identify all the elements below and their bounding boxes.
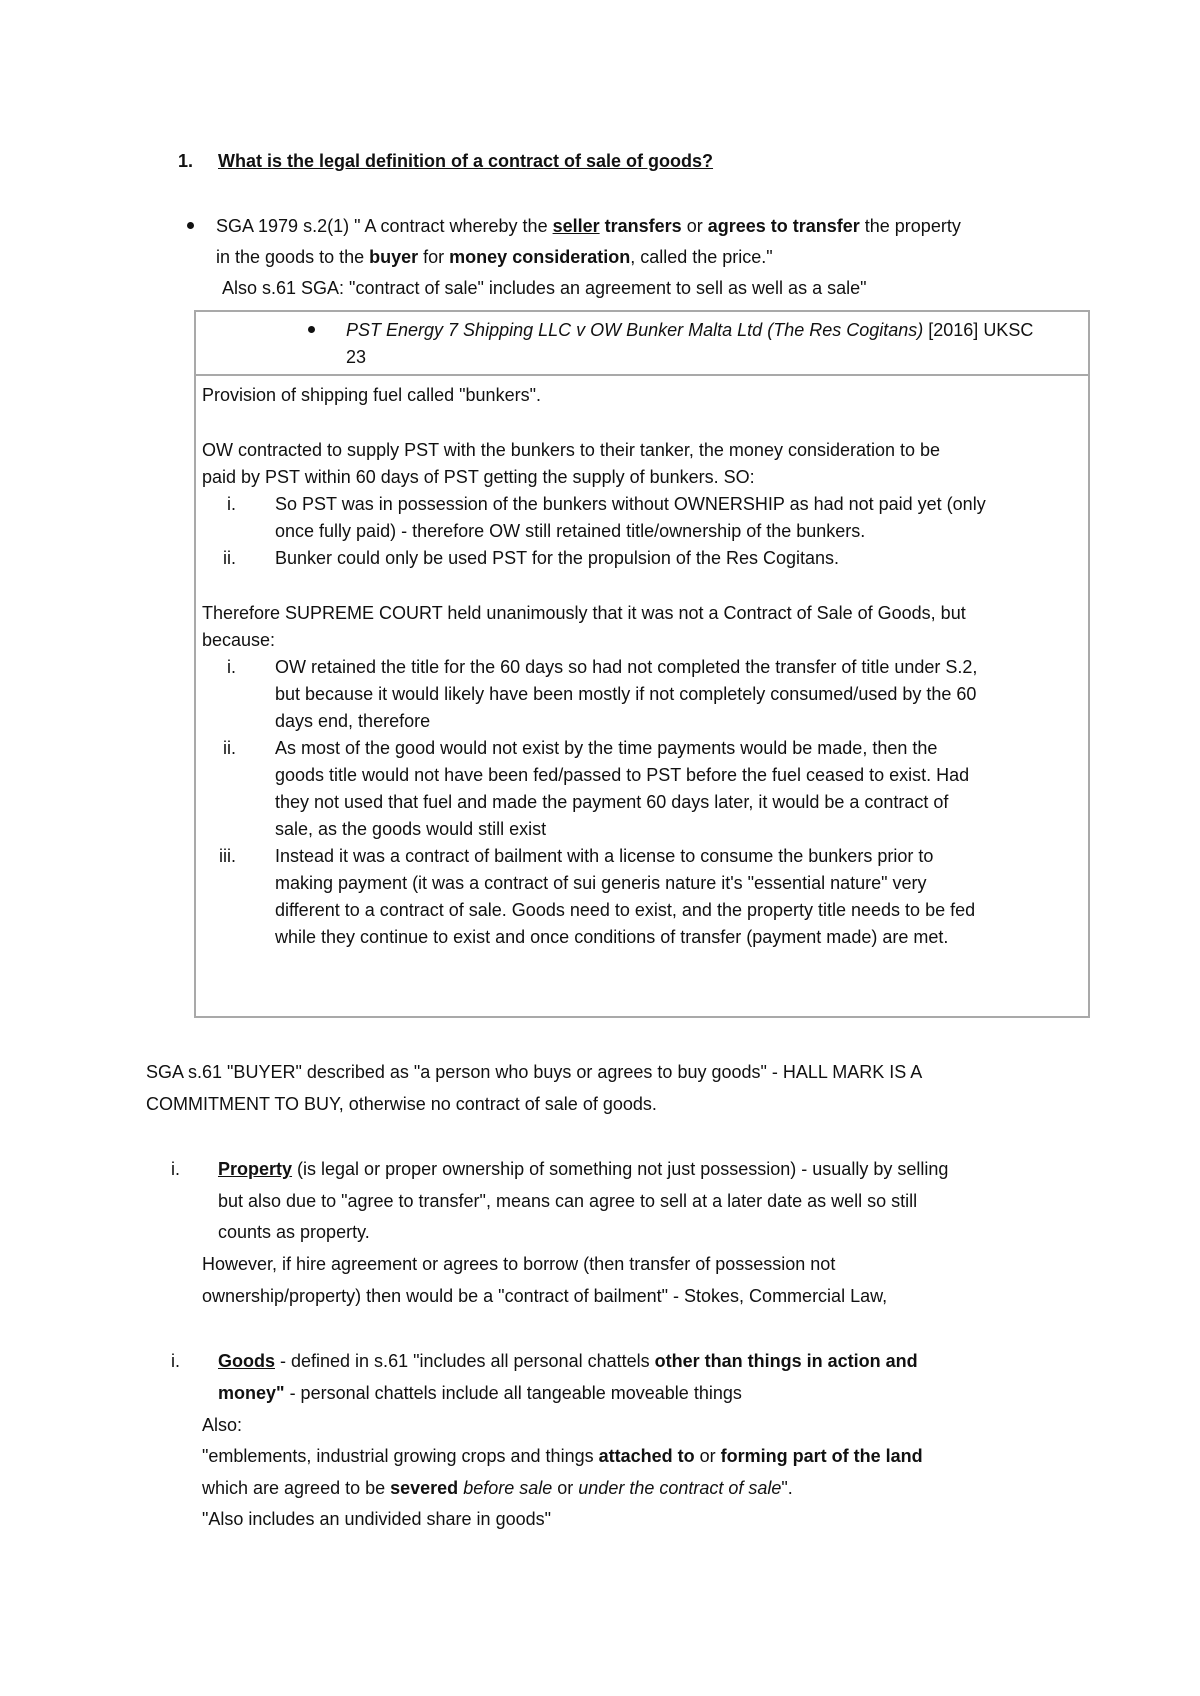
list-item: different to a contract of sale. Goods need to exist, and the property title needs to be fed: [275, 900, 976, 920]
case-divider: [194, 374, 1090, 376]
goods-text: ".: [781, 1478, 793, 1498]
property-line: counts as property.: [218, 1222, 370, 1242]
definition-text: SGA 1979 s.2(1) " A contract whereby the: [216, 216, 553, 236]
list-item: days end, therefore: [275, 711, 431, 731]
definition-text: for: [418, 247, 450, 267]
list-item: Bunker could only be used PST for the propulsion of the Res Cogitans.: [275, 548, 840, 568]
list-item: So PST was in possession of the bunkers without OWNERSHIP as had not paid yet (only: [275, 494, 986, 514]
definition-line-1: [216, 213, 961, 239]
list-item: while they continue to exist and once conditions of transfer (payment made) are met.: [275, 927, 949, 947]
goods-bold: severed: [390, 1478, 459, 1498]
goods-line: Also:: [202, 1415, 243, 1435]
goods-italic: before sale: [463, 1478, 553, 1498]
list-item: once fully paid) - therefore OW still retained title/ownership of the bunkers.: [275, 521, 866, 541]
goods-bold: forming part of the land: [720, 1446, 923, 1466]
definition-seller: seller: [552, 216, 600, 236]
buyer-paragraph: SGA s.61 "BUYER" described as "a person who buys or agrees to buy goods" - HALL MARK IS A: [146, 1062, 923, 1082]
property-term: Property: [218, 1159, 293, 1179]
list-item: Instead it was a contract of bailment with a license to consume the bunkers prior to: [275, 846, 934, 866]
definition-text: in the goods to the: [216, 247, 370, 267]
definition-agrees: agrees to transfer: [707, 216, 860, 236]
case-name: PST Energy 7 Shipping LLC v OW Bunker Malta Ltd (The Res Cogitans): [346, 320, 924, 340]
goods-text: or: [694, 1446, 721, 1466]
list-number: i.: [171, 1351, 180, 1371]
case-paragraph: OW contracted to supply PST with the bunkers to their tanker, the money consideration to be: [202, 440, 941, 460]
goods-bold: other than things in action and: [654, 1351, 918, 1371]
goods-bold: money": [218, 1383, 285, 1403]
property-text: (is legal or proper ownership of something not just possession) - usually by selling: [292, 1159, 949, 1179]
goods-text: - defined in s.61 "includes all personal chattels: [275, 1351, 655, 1371]
list-number: ii.: [223, 548, 236, 568]
case-paragraph: Therefore SUPREME COURT held unanimously that it was not a Contract of Sale of Goods, but: [202, 603, 966, 623]
case-title: [346, 317, 1033, 343]
definition-line-2: [216, 244, 773, 270]
property-line-1: [218, 1156, 948, 1182]
bullet-icon: [187, 222, 194, 229]
definition-money: money consideration: [449, 247, 631, 267]
list-number: i.: [171, 1159, 180, 1179]
buyer-paragraph: COMMITMENT TO BUY, otherwise no contract of sale of goods.: [146, 1094, 657, 1114]
case-paragraph: Provision of shipping fuel called "bunkers".: [202, 385, 541, 405]
goods-text: - personal chattels include all tangeable moveable things: [284, 1383, 742, 1403]
goods-text: which are agreed to be: [202, 1478, 391, 1498]
list-number: ii.: [223, 738, 236, 758]
goods-line-1: [218, 1348, 918, 1374]
definition-line-3: Also s.61 SGA: "contract of sale" includes an agreement to sell as well as a sale": [222, 278, 867, 298]
goods-line-2: [218, 1380, 742, 1406]
case-paragraph: paid by PST within 60 days of PST getting the supply of bunkers. SO:: [202, 467, 755, 487]
goods-italic: under the contract of sale: [578, 1478, 782, 1498]
definition-buyer: buyer: [369, 247, 419, 267]
page-heading: What is the legal definition of a contract of sale of goods?: [218, 151, 714, 171]
case-citation: [2016] UKSC: [923, 320, 1034, 340]
goods-line-5: [202, 1475, 793, 1501]
definition-text: the property: [859, 216, 961, 236]
list-item: but because it would likely have been mostly if not completely consumed/used by the 60: [275, 684, 977, 704]
list-item: goods title would not have been fed/passed to PST before the fuel ceased to exist. Had: [275, 765, 970, 785]
case-title-line-2: 23: [346, 347, 367, 367]
goods-line: "Also includes an undivided share in goods": [202, 1509, 552, 1529]
property-line: but also due to "agree to transfer", means can agree to sell at a later date as well so still: [218, 1191, 918, 1211]
list-item: making payment (it was a contract of sui generis nature it's "essential nature" very: [275, 873, 927, 893]
case-paragraph: because:: [202, 630, 276, 650]
goods-term: Goods: [218, 1351, 275, 1371]
definition-transfers: transfers: [604, 216, 682, 236]
heading-number: 1.: [178, 151, 194, 171]
property-line: ownership/property) then would be a "contract of bailment" - Stokes, Commercial Law,: [202, 1286, 888, 1306]
list-number: iii.: [219, 846, 236, 866]
goods-text: or: [552, 1478, 579, 1498]
list-item: As most of the good would not exist by the time payments would be made, then the: [275, 738, 938, 758]
list-item: OW retained the title for the 60 days so had not completed the transfer of title under S.2,: [275, 657, 978, 677]
definition-text: or: [681, 216, 708, 236]
list-item: sale, as the goods would still exist: [275, 819, 547, 839]
definition-text: , called the price.": [630, 247, 773, 267]
goods-line-4: [202, 1443, 923, 1469]
goods-bold: attached to: [598, 1446, 695, 1466]
list-number: i.: [227, 494, 236, 514]
list-number: i.: [227, 657, 236, 677]
bullet-icon: [308, 326, 315, 333]
goods-text: "emblements, industrial growing crops and things: [202, 1446, 599, 1466]
property-line: However, if hire agreement or agrees to borrow (then transfer of possession not: [202, 1254, 836, 1274]
list-item: they not used that fuel and made the payment 60 days later, it would be a contract of: [275, 792, 949, 812]
